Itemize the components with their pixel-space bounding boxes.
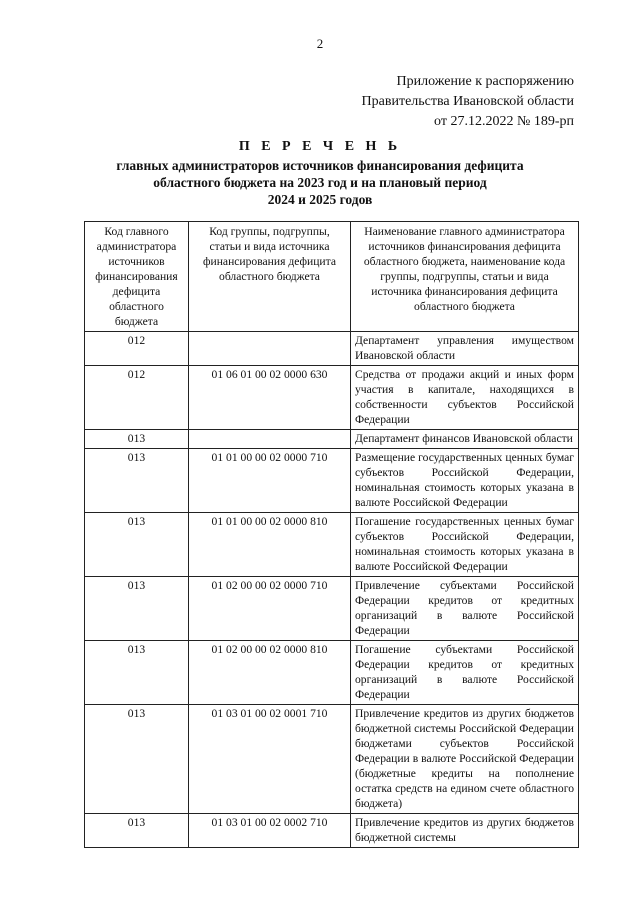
table-row <box>85 705 579 814</box>
cell-name: Привлечение субъектами Российской Федерации кредитов от кредитных организаций в валюте Российской Федерации <box>351 577 579 641</box>
subtitle-line-2: областного бюджета на 2023 год и на плановый период <box>153 175 487 190</box>
table-row <box>85 513 579 577</box>
table-row <box>85 332 579 366</box>
cell-admin-code: 013 <box>85 449 189 513</box>
table-row <box>85 814 579 848</box>
cell-source-code: 01 02 00 00 02 0000 710 <box>189 577 351 641</box>
cell-name: Средства от продажи акций и иных форм участия в капитале, находящихся в собственности субъектов Российской Федерации <box>351 366 579 430</box>
cell-name: Погашение государственных ценных бумаг субъектов Российской Федерации, номинальная стоимость которых указана в валюте Российской Федерации <box>351 513 579 577</box>
table-row <box>85 430 579 449</box>
cell-name: Привлечение кредитов из других бюджетов бюджетной системы <box>351 814 579 848</box>
subtitle-line-1: главных администраторов источников финансирования дефицита <box>116 158 524 173</box>
cell-source-code: 01 03 01 00 02 0001 710 <box>189 705 351 814</box>
cell-admin-code: 012 <box>85 332 189 366</box>
cell-source-code <box>189 332 351 366</box>
header-name: Наименование главного администратора источников финансирования дефицита областного бюджета, наименование кода группы, подгруппы, статьи и вида источника финансирования дефицита областного бюджета <box>351 222 579 332</box>
cell-name: Размещение государственных ценных бумаг субъектов Российской Федерации, номинальная стоимость которых указана в валюте Российской Федерации <box>351 449 579 513</box>
cell-source-code: 01 03 01 00 02 0002 710 <box>189 814 351 848</box>
cell-admin-code: 012 <box>85 366 189 430</box>
document-subtitle <box>0 157 640 208</box>
cell-source-code: 01 02 00 00 02 0000 810 <box>189 641 351 705</box>
table-row <box>85 641 579 705</box>
header-admin-code: Код главного администратора источников финансирования дефицита областного бюджета <box>85 222 189 332</box>
cell-source-code: 01 01 00 00 02 0000 710 <box>189 449 351 513</box>
table-row <box>85 366 579 430</box>
cell-admin-code: 013 <box>85 577 189 641</box>
cell-name: Департамент управления имуществом Ивановской области <box>351 332 579 366</box>
table-row <box>85 577 579 641</box>
cell-admin-code: 013 <box>85 430 189 449</box>
table-header-row <box>85 222 579 332</box>
cell-name: Погашение субъектами Российской Федерации кредитов от кредитных организаций в валюте Российской Федерации <box>351 641 579 705</box>
appendix-line-3: от 27.12.2022 № 189-рп <box>434 114 574 129</box>
cell-admin-code: 013 <box>85 705 189 814</box>
document-title: П Е Р Е Ч Е Н Ь <box>238 139 402 154</box>
cell-name: Департамент финансов Ивановской области <box>351 430 579 449</box>
cell-admin-code: 013 <box>85 814 189 848</box>
cell-source-code: 01 01 00 00 02 0000 810 <box>189 513 351 577</box>
header-source-code: Код группы, подгруппы, статьи и вида источника финансирования дефицита областного бюджета <box>189 222 351 332</box>
page-number: 2 <box>316 36 324 51</box>
cell-admin-code: 013 <box>85 641 189 705</box>
sources-table <box>84 221 579 848</box>
cell-source-code: 01 06 01 00 02 0000 630 <box>189 366 351 430</box>
subtitle-line-3: 2024 и 2025 годов <box>267 192 373 207</box>
cell-source-code <box>189 430 351 449</box>
table-row <box>85 449 579 513</box>
appendix-line-2: Правительства Ивановской области <box>361 94 574 109</box>
appendix-block <box>362 72 574 132</box>
cell-admin-code: 013 <box>85 513 189 577</box>
table-body <box>85 332 579 848</box>
cell-name: Привлечение кредитов из других бюджетов бюджетной системы Российской Федерации бюджетами субъектов Российской Федерации в валюте Российской Федерации (бюджетные кредиты на пополнение остатка средств на едином счете областного бюджета) <box>351 705 579 814</box>
appendix-line-1: Приложение к распоряжению <box>396 74 574 89</box>
